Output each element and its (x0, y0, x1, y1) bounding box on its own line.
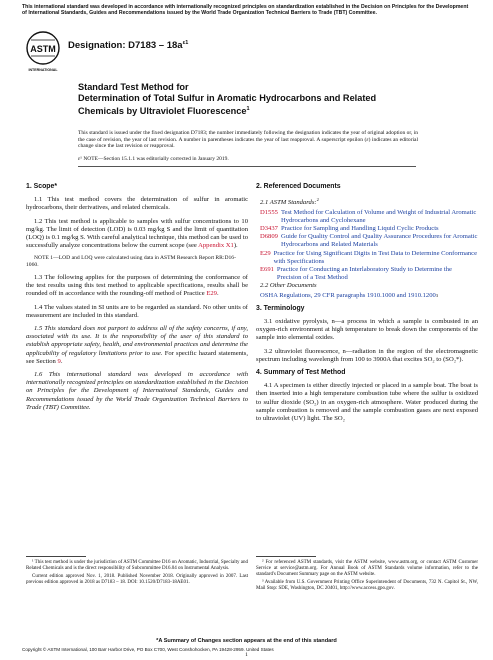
summary-heading: 4. Summary of Test Method (256, 369, 346, 377)
scope-1-5 (26, 325, 248, 366)
astm-logo (24, 30, 62, 74)
scope-1-1: 1.1 This test method covers the determination of sulfur in aromatic hydrocarbons, their derivatives, and related chemicals. (26, 196, 248, 212)
osha-sup: 3 (435, 292, 439, 298)
reference-code[interactable]: D3437 (260, 225, 278, 232)
logo-subtext: INTERNATIONAL (28, 68, 58, 72)
right-column (256, 183, 478, 428)
document-title-text: Determination of Total Sulfur in Aromatic Hydrocarbons and Related Chemicals by Ultraviolet Fluorescence (78, 93, 377, 117)
scope-1-5-text: 1.5 This standard does not purport to address all of the safety concerns, if any, associated with its use. It is the responsibility of the user of this standard to establish appropriate safety, health, and environmental practices and determine the applicability of regulatory limitations prior to use. (26, 325, 248, 357)
reference-title[interactable]: Test Method for Calculation of Volume and Weight of Industrial Aromatic Hydrocarbons and Cyclohexane (280, 208, 477, 224)
scope-1-5-tail: For specific hazard statements, see Section (26, 349, 248, 365)
scope-1-2-end: ). (233, 242, 238, 250)
scope-1-3 (26, 274, 248, 299)
footnotes-left (26, 560, 248, 588)
scope-1-4: 1.4 The values stated in SI units are to be regarded as standard. No other units of measurement are included in this standard. (26, 303, 248, 319)
scope-1-5-end: . (60, 357, 63, 365)
footnote: ² For referenced ASTM standards, visit the ASTM website, www.astm.org, or contact ASTM Customer Service at service@astm.org. For Annual Book of ASTM Standards volume information, refer to the standard's Document Summary page on the ASTM website. (256, 560, 478, 577)
title-block (78, 82, 418, 117)
reference-title[interactable]: Practice for Using Significant Digits in Test Data to Determine Conformance with Specifications (273, 249, 478, 265)
header-divider (78, 166, 416, 167)
astm-standards-sup: 2 (316, 197, 319, 203)
footnote-rule-right (256, 556, 316, 557)
summary-4-1: 4.1 A specimen is either directly injected or placed in a sample boat. The boat is then inserted into a high temperature combustion tube where the sulfur is oxidized to sulfur dioxide (SO₂) in an oxygen-rich atmosphere. Water produced during the sample combustion is removed and the sample combustion gases are next exposed to ultraviolet (UV) light. The SO₂ (256, 382, 478, 423)
reference-code[interactable]: E691 (260, 266, 274, 274)
summary-of-changes-notice: *A Summary of Changes section appears at the end of this standard (156, 638, 337, 644)
scope-1-3-text: 1.3 The following applies for the purposes of determining the conformance of the test results using this test method to applicable specifications, results shall be rounded off in accordance with the rounding-off method of Practice (26, 274, 248, 298)
footnote: ³ Available from U.S. Government Printing Office Superintendent of Documents, 732 N. Capitol St., NW, Mail Stop: SDE, Washington, DC 20401, http://www.access.gpo.gov. (256, 580, 478, 591)
designation-epsilon: ε1 (182, 40, 189, 46)
scope-1-6: 1.6 This international standard was developed in accordance with internationally recognized principles on standardization established in the Decision on Principles for the Development of International Standards, Guides and Recommendations issued by the World Trade Organization Technical Barriers to Trade (TBT) Committee. (26, 371, 248, 411)
copyright-line: Copyright © ASTM International, 100 Barr Harbor Drive, PO Box C700, West Conshohocken, PA 19428-2959. United States (22, 647, 274, 652)
footnote: Current edition approved Nov. 1, 2018. Published November 2018. Originally approved in 2007. Last previous edition approved in 2018 as D7183 – 18. DOI: 10.1520/D7183-18AE01. (26, 574, 248, 585)
reference-code[interactable]: D1555 (260, 208, 278, 216)
document-title (78, 93, 418, 117)
reference-item[interactable] (260, 266, 478, 282)
footnote-rule-left (26, 556, 86, 557)
osha-reference-title[interactable]: OSHA Regulations, 29 CFR paragraphs 1910.1000 and 1910.1200 (260, 291, 436, 299)
designation (68, 40, 188, 51)
appendix-x1-link[interactable]: Appendix X1 (198, 242, 234, 250)
terminology-3-2: 3.2 ultraviolet fluorescence, n—radiation in the region of the electromagnetic spectrum including wavelength from 100 to 3900A that excites SO₂ to (SO₂*). (256, 347, 478, 363)
reference-title[interactable]: Practice for Conducting an Interlaboratory Study to Determine the Precision of a Test Method (276, 266, 452, 282)
designation-label: Designation: D7183 – 18a (68, 40, 183, 52)
terminology-3-1: 3.1 oxidative pyrolysis, n—a process in which a sample is combusted in an oxygen-rich environment at high temperature to break down the components of the sample into elemental oxides. (256, 318, 478, 342)
editorial-note: ε¹ NOTE—Section 15.1.1 was editorially corrected in January 2019. (78, 156, 229, 162)
page-number: 1 (245, 652, 248, 658)
scope-1-3-end: . (216, 290, 219, 298)
issuance-statement: This standard is issued under the fixed designation D7183; the number immediately following the designation indicates the year of original adoption or, in the case of revision, the year of last revision. A number in parentheses indicates the year of last reapproval. A superscript epsilon (ε) indicates an editorial change since the last revision or reapproval. (78, 130, 418, 150)
logo-text: ASTM (30, 44, 56, 54)
astm-standards-label (260, 196, 478, 207)
scope-1-2-text: 1.2 This test method is applicable to samples with sulfur concentrations to 10 mg/kg. The limit of detection (LOD) is 0.03 mg/kg S and the limit of quantitation (LOQ) is 0.1 mg/kg S. With careful analytical technique, this method can be used to successfully analyze concentrations below the current scope (see (26, 217, 248, 250)
reference-code[interactable]: D6809 (260, 233, 278, 241)
scope-heading: 1. Scope* (26, 183, 58, 190)
section-9-link[interactable]: 9 (57, 357, 61, 365)
footnotes-right (256, 560, 478, 594)
other-documents-label: 2.2 Other Documents (260, 282, 317, 290)
astm-standards-label-text: 2.1 ASTM Standards: (260, 199, 317, 207)
reference-item[interactable] (260, 233, 478, 249)
terminology-heading: 3. Terminology (256, 304, 305, 312)
scope-1-2 (26, 218, 248, 251)
references-heading: 2. Referenced Documents (256, 183, 341, 190)
reference-title[interactable]: Guide for Quality Control and Quality Assurance Procedures for Aromatic Hydrocarbons and Related Materials (280, 233, 478, 249)
note-1: NOTE 1—LOD and LOQ were calculated using data in ASTM Research Report RR:D16-1060. (26, 255, 236, 269)
osha-reference[interactable] (260, 292, 478, 300)
tbt-notice: This international standard was developed in accordance with internationally recognized principles on standardization established in the Decision on Principles for the Development of International Standards, Guides and Recommendations issued by the World Trade Organization Technical Barriers to Trade (TBT) Committee. (22, 4, 469, 17)
reference-code[interactable]: E29 (260, 249, 271, 257)
left-column (26, 183, 248, 417)
reference-item[interactable] (260, 209, 478, 225)
reference-title[interactable]: Practice for Sampling and Handling Liquid Cyclic Products (280, 225, 439, 232)
footnote: ¹ This test method is under the jurisdiction of ASTM Committee D16 on Aromatic, Industrial, Specialty and Related Chemicals and is the direct responsibility of Subcommittee D16.04 on Instrumental Analysis. (26, 560, 248, 571)
reference-item[interactable] (260, 250, 478, 266)
standard-type: Standard Test Method for (78, 82, 189, 92)
title-footnote-marker: 1 (246, 106, 250, 112)
e29-link[interactable]: E29 (206, 290, 217, 298)
reference-item[interactable] (260, 225, 478, 233)
